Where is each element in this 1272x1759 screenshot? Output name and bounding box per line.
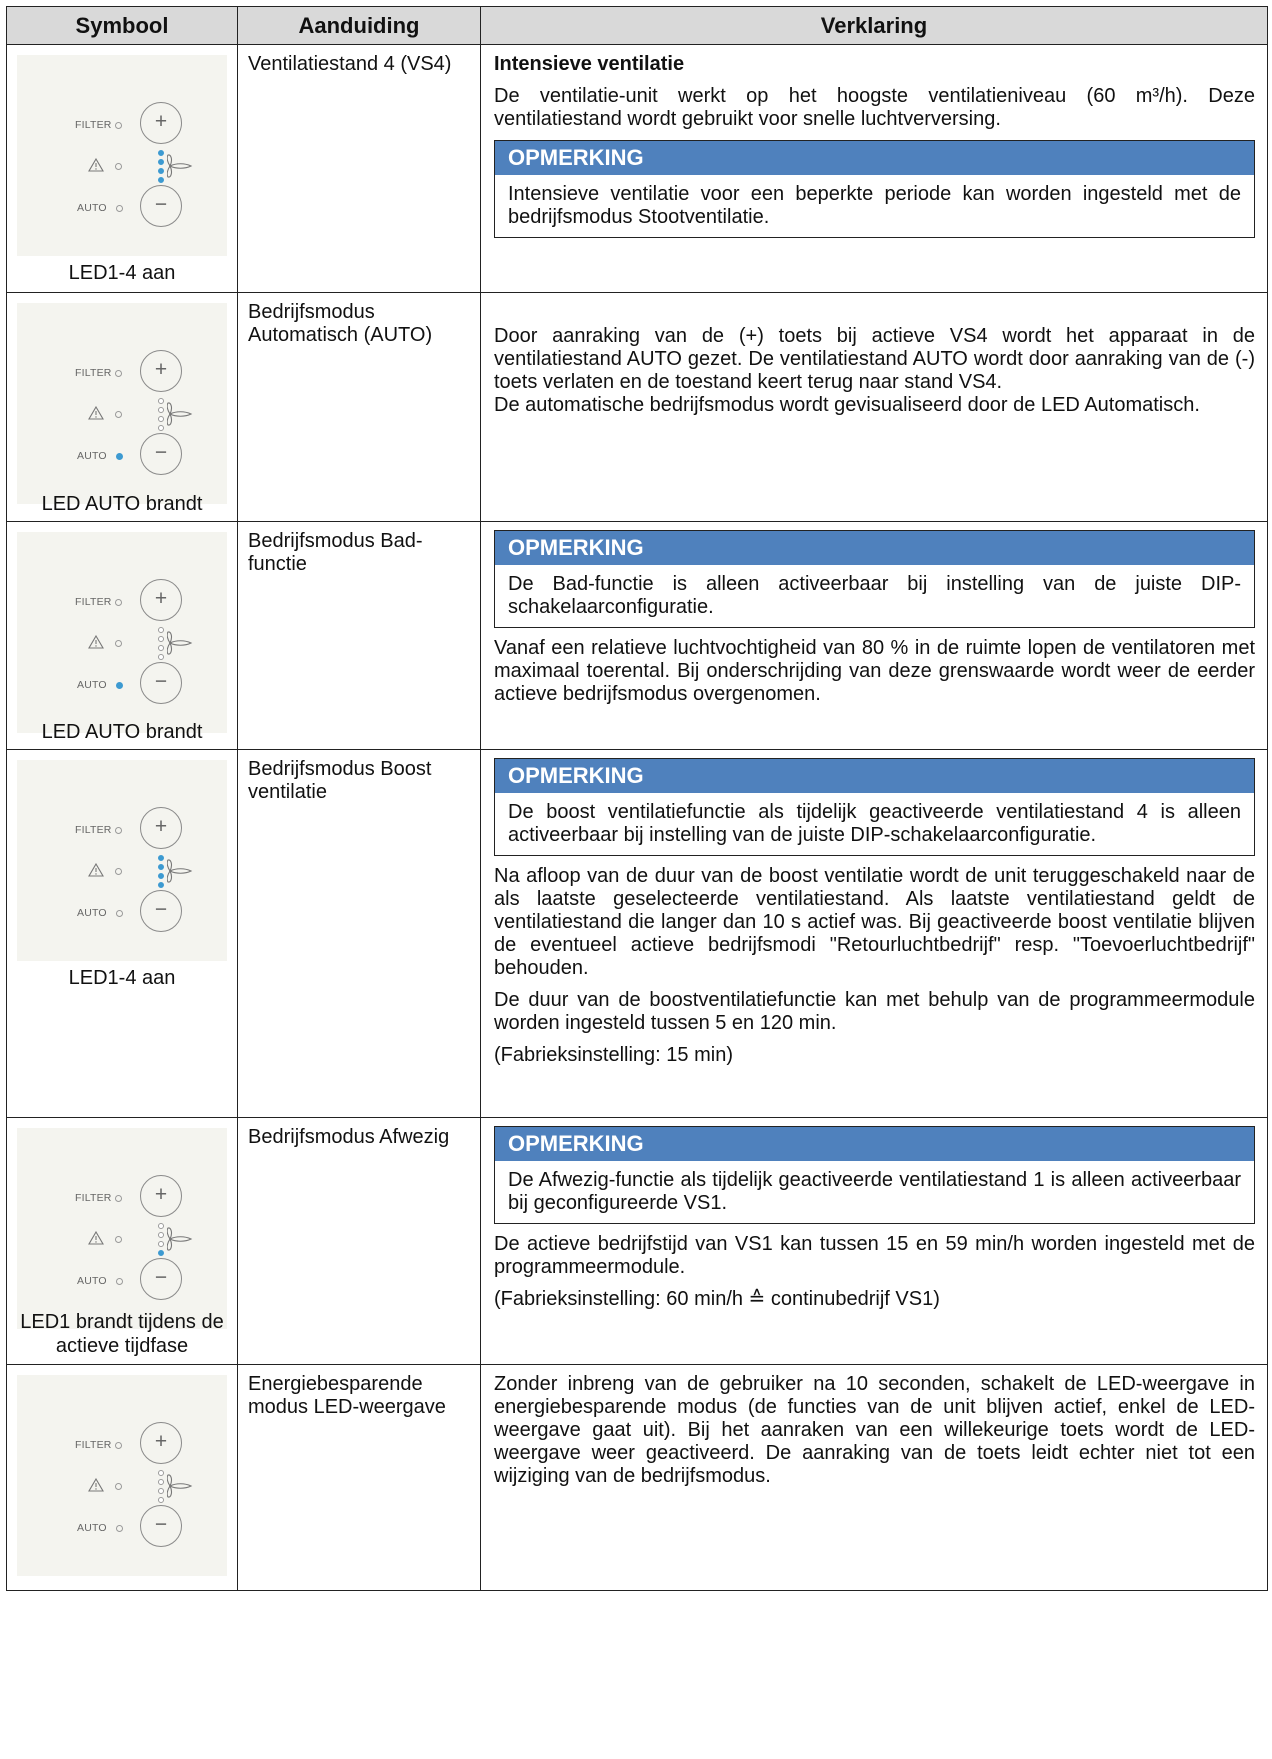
description-heading: Intensieve ventilatie: [494, 53, 685, 75]
auto-label: AUTO: [77, 907, 107, 919]
note-box: [494, 1126, 1255, 1224]
symbol-caption: LED AUTO brandt: [41, 721, 203, 743]
fan-icon: [167, 857, 193, 885]
symbol-caption: LED1 brandt tijdens de actieve tijdfase: [20, 1311, 224, 1357]
warning-led: [115, 1236, 122, 1243]
fan-stage-led: [158, 168, 164, 174]
note-box: [494, 530, 1255, 628]
symbol-cell: [7, 1118, 238, 1365]
note-text: De boost ventilatiefunctie als tijdelijk geactiveerde ventilatiestand 4 is alleen activeerbaar bij instelling van de juiste DIP-schakelaarconfiguratie.: [508, 801, 1241, 846]
plus-button-icon: +: [140, 350, 182, 392]
description-cell: [481, 45, 1268, 293]
filter-led: [115, 122, 122, 129]
auto-label: AUTO: [77, 202, 107, 214]
description-text: Door aanraking van de (+) toets bij actieve VS4 wordt het apparaat in de ventilatiestand AUTO gezet. De ventilatiestand AUTO wordt door aanraking van de (-) toets verlaten en de toestand keert terug naar stand VS4.: [494, 325, 1255, 393]
minus-button-icon: −: [140, 662, 182, 704]
minus-button-icon: −: [140, 890, 182, 932]
symbol-caption: LED AUTO brandt: [41, 493, 203, 515]
note-text: De Afwezig-functie als tijdelijk geactiveerde ventilatiestand 1 is alleen activeerbaar bij geconfigureerde VS1.: [508, 1169, 1241, 1214]
auto-led: [116, 682, 123, 689]
description-text: De automatische bedrijfsmodus wordt gevisualiseerd door de LED Automatisch.: [494, 394, 1200, 416]
fan-stage-led: [158, 407, 164, 413]
description-cell: [481, 293, 1268, 522]
auto-label: AUTO: [77, 1275, 107, 1287]
warning-led: [115, 1483, 122, 1490]
name-cell: Bedrijfsmodus Automatisch (AUTO): [238, 293, 481, 522]
control-panel-image: [17, 303, 227, 504]
fan-icon: [167, 400, 193, 428]
table-row: [7, 293, 1268, 522]
symbol-cell: [7, 1365, 238, 1591]
filter-label: FILTER: [75, 1439, 112, 1451]
description-text: De duur van de boostventilatiefunctie kan met behulp van de programmeermodule worden ingesteld tussen 5 en 120 min.: [494, 989, 1255, 1034]
filter-led: [115, 827, 122, 834]
description-text: De ventilatie-unit werkt op het hoogste ventilatieniveau (60 m³/h). Deze ventilatiestand wordt gebruikt voor snelle luchtverversing.: [494, 85, 1255, 130]
fan-stage-led: [158, 1497, 164, 1503]
fan-stage-led: [158, 855, 164, 861]
fan-stage-led: [158, 864, 164, 870]
fan-icon: [167, 1472, 193, 1500]
filter-label: FILTER: [75, 119, 112, 131]
fan-stage-led: [158, 636, 164, 642]
symbol-caption: LED1-4 aan: [68, 262, 176, 284]
note-text: De Bad-functie is alleen activeerbaar bij instelling van de juiste DIP-schakelaarconfiguratie.: [508, 573, 1241, 618]
note-text: Intensieve ventilatie voor een beperkte periode kan worden ingesteld met de bedrijfsmodus Stootventilatie.: [508, 183, 1241, 228]
description-cell: [481, 1365, 1268, 1591]
name-cell: Bedrijfsmodus Bad-functie: [238, 522, 481, 750]
control-panel-image: [17, 55, 227, 256]
fan-stage-led: [158, 177, 164, 183]
fan-stage-led: [158, 1223, 164, 1229]
warning-icon: [88, 1231, 104, 1245]
filter-label: FILTER: [75, 1192, 112, 1204]
name-cell: Bedrijfsmodus Boost ventilatie: [238, 750, 481, 1118]
control-panel-image: [17, 760, 227, 961]
fan-stage-led: [158, 1250, 164, 1256]
auto-label: AUTO: [77, 1522, 107, 1534]
auto-led: [116, 1278, 123, 1285]
plus-button-icon: +: [140, 1175, 182, 1217]
symbol-cell: [7, 750, 238, 1118]
plus-button-icon: +: [140, 579, 182, 621]
fan-stage-led: [158, 398, 164, 404]
fan-stage-led: [158, 654, 164, 660]
fan-icon: [167, 629, 193, 657]
control-panel-image: [17, 532, 227, 733]
note-title: OPMERKING: [495, 759, 1254, 793]
fan-stage-led: [158, 1232, 164, 1238]
fan-stage-led: [158, 425, 164, 431]
table-header-row: [7, 7, 1268, 45]
description-note: (Fabrieksinstelling: 60 min/h ≙ continubedrijf VS1): [494, 1288, 940, 1310]
table-row: [7, 1365, 1268, 1591]
warning-led: [115, 640, 122, 647]
table-row: [7, 1118, 1268, 1365]
name-cell: Ventilatiestand 4 (VS4): [238, 45, 481, 293]
warning-led: [115, 868, 122, 875]
fan-stage-led: [158, 1241, 164, 1247]
fan-icon: [167, 1225, 193, 1253]
symbol-cell: [7, 522, 238, 750]
fan-stage-led: [158, 1479, 164, 1485]
note-title: OPMERKING: [495, 141, 1254, 175]
header-name: Aanduiding: [238, 7, 481, 45]
warning-led: [115, 163, 122, 170]
description-text: Vanaf een relatieve luchtvochtigheid van 80 % in de ruimte lopen de ventilatoren met maximaal toerental. Bij onderschrijding van deze grenswaarde wordt weer de eerder actieve bedrijfsmodus overgenomen.: [494, 637, 1255, 705]
fan-stage-led: [158, 159, 164, 165]
note-box: [494, 140, 1255, 238]
description-text: Na afloop van de duur van de boost ventilatie wordt de unit teruggeschakeld naar de als laatste geselecteerde ventilatiestand. Als laatste ventilatiestand geldt de ventilatiestand die langer dan 10 s actief was. Bij geactiveerde boost ventilatie blijven de eventueel actieve bedrijfsmodi "Retourluchtbedrijf" resp. "Toevoerluchtbedrijf" behouden.: [494, 865, 1255, 979]
auto-led: [116, 453, 123, 460]
fan-stage-led: [158, 1470, 164, 1476]
description-text: Zonder inbreng van de gebruiker na 10 seconden, schakelt de LED-weergave in energiebesparende modus (de functies van de unit blijven actief, enkel de LED-weergave gaat uit). Bij het aanraken van een willekeurige toets wordt de LED-weergave weer geactiveerd. De aanraking van de toets leidt echter niet tot een wijziging van de bedrijfsmodus.: [494, 1373, 1255, 1487]
warning-led: [115, 411, 122, 418]
description-cell: [481, 1118, 1268, 1365]
fan-icon: [167, 152, 193, 180]
description-cell: [481, 522, 1268, 750]
explanation-table: [6, 6, 1268, 1591]
warning-icon: [88, 863, 104, 877]
name-cell: Bedrijfsmodus Afwezig: [238, 1118, 481, 1365]
filter-led: [115, 599, 122, 606]
warning-icon: [88, 635, 104, 649]
header-symbol: Symbool: [7, 7, 238, 45]
auto-led: [116, 1525, 123, 1532]
table-row: [7, 522, 1268, 750]
filter-label: FILTER: [75, 824, 112, 836]
filter-led: [115, 1442, 122, 1449]
auto-led: [116, 205, 123, 212]
plus-button-icon: +: [140, 102, 182, 144]
note-box: [494, 758, 1255, 856]
control-panel-image: [17, 1128, 227, 1329]
auto-led: [116, 910, 123, 917]
fan-stage-led: [158, 416, 164, 422]
fan-stage-led: [158, 882, 164, 888]
plus-button-icon: +: [140, 807, 182, 849]
description-text: De actieve bedrijfstijd van VS1 kan tussen 15 en 59 min/h worden ingesteld met de programmeermodule.: [494, 1233, 1255, 1278]
auto-label: AUTO: [77, 450, 107, 462]
minus-button-icon: −: [140, 185, 182, 227]
warning-icon: [88, 1478, 104, 1492]
fan-stage-led: [158, 645, 164, 651]
note-title: OPMERKING: [495, 531, 1254, 565]
filter-led: [115, 370, 122, 377]
table-row: [7, 750, 1268, 1118]
symbol-cell: [7, 293, 238, 522]
name-cell: Energiebesparende modus LED-weergave: [238, 1365, 481, 1591]
symbol-cell: [7, 45, 238, 293]
warning-icon: [88, 406, 104, 420]
filter-led: [115, 1195, 122, 1202]
description-note: (Fabrieksinstelling: 15 min): [494, 1044, 733, 1066]
fan-stage-led: [158, 627, 164, 633]
table-row: [7, 45, 1268, 293]
control-panel-image: [17, 1375, 227, 1576]
fan-stage-led: [158, 150, 164, 156]
plus-button-icon: +: [140, 1422, 182, 1464]
note-title: OPMERKING: [495, 1127, 1254, 1161]
header-description: Verklaring: [481, 7, 1268, 45]
auto-label: AUTO: [77, 679, 107, 691]
minus-button-icon: −: [140, 1505, 182, 1547]
description-cell: [481, 750, 1268, 1118]
warning-icon: [88, 158, 104, 172]
fan-stage-led: [158, 1488, 164, 1494]
minus-button-icon: −: [140, 433, 182, 475]
minus-button-icon: −: [140, 1258, 182, 1300]
filter-label: FILTER: [75, 596, 112, 608]
fan-stage-led: [158, 873, 164, 879]
symbol-caption: LED1-4 aan: [68, 967, 176, 989]
filter-label: FILTER: [75, 367, 112, 379]
